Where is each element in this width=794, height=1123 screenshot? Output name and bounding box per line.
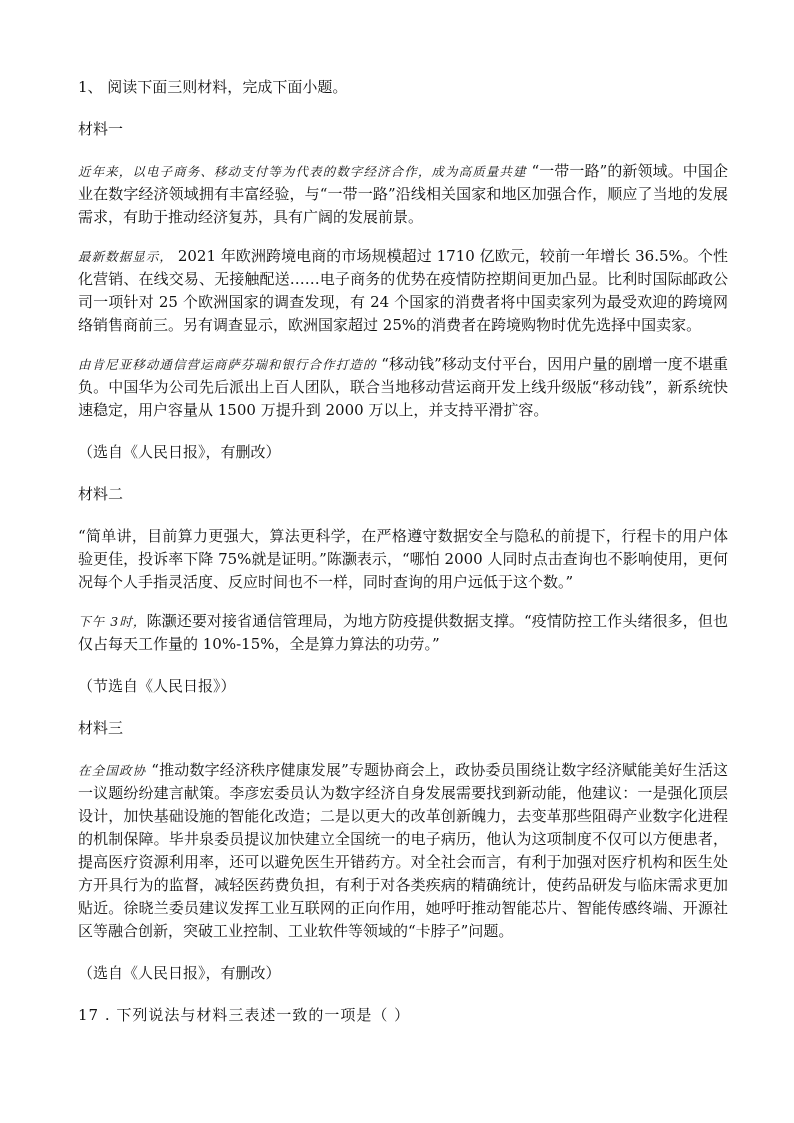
material2-p2-lead: 下午 3时，: [78, 614, 147, 629]
material2-heading: 材料二: [78, 485, 124, 503]
material1-p2-rest: 2021 年欧洲跨境电商的市场规模超过 1710 亿欧元，较前一年增长 36.5%。个性化营销、在线交易、无接触配送……电子商务的优势在疫情防控期间更加凸显。比利时国际邮政公司一项针对 25 个欧洲国家的调查发现，有 24 个国家的消费者将中国卖家列为最受欢迎的跨境网络销售商前三。另有调查显示，欧洲国家超过 25%的消费者在跨境购物时优先选择中国卖家。: [78, 247, 728, 334]
material3-p1-lead: 在全国政协: [78, 763, 147, 778]
material1-p3-lead: 由肯尼亚移动通信营运商萨芬瑞和银行合作打造的: [78, 357, 377, 372]
material3-heading: 材料三: [78, 719, 124, 737]
material3-paragraph-1: [78, 759, 728, 943]
material2-source: （节选自《人民日报》）: [78, 677, 236, 695]
material1-paragraph-2: [78, 245, 728, 337]
material1-paragraph-3: [78, 353, 728, 422]
question-17: 17 . 下列说法与材料三表述一致的一项是（ ）: [78, 1006, 411, 1024]
material1-p1-lead: 近年来，以电子商务、移动支付等为代表的数字经济合作，成为高质量共建: [78, 164, 527, 179]
material2-paragraph-1: “简单讲，目前算力更强大，算法更科学，在严格遵守数据安全与隐私的前提下，行程卡的用户体验更佳，投诉率下降 75%就是证明。”陈灏表示，“哪怕 2000 人同时点击查询也不影响使用，更何况每个人手指灵活度、反应时间也不一样，同时查询的用户远低于这个数。”: [78, 527, 728, 591]
material1-heading: 材料一: [78, 120, 124, 138]
document-body: [78, 76, 728, 1027]
material1-p2-lead: 最新数据显示，: [78, 249, 173, 264]
material3-p1-rest: “推动数字经济秩序健康发展”专题协商会上，政协委员围绕让数字经济赋能美好生活这一议题纷纷建言献策。李彦宏委员认为数字经济自身发展需要找到新动能，他建议：一是强化顶层设计，加快基础设施的智能化改造；二是以更大的改革创新魄力，去变革那些阻碍产业数字化进程的机制保障。毕井泉委员提议加快建立全国统一的电子病历，他认为这项制度不仅可以方便患者，提高医疗资源利用率，还可以避免医生开错药方。对全社会而言，有利于加强对医疗机构和医生处方开具行为的监督，减轻医药费负担，有利于对各类疾病的精确统计，使药品研发与临床需求更加贴近。徐晓兰委员建议发挥工业互联网的正向作用，她呼吁推动智能芯片、智能传感终端、开源社区等融合创新，突破工业控制、工业软件等领域的“卡脖子”问题。: [78, 761, 728, 940]
material3-source: （选自《人民日报》，有删改）: [78, 964, 281, 982]
material1-p3-rest: “移动钱”移动支付平台，因用户量的剧增一度不堪重负。中国华为公司先后派出上百人团队，联合当地移动营运商开发上线升级版“移动钱”，新系统快速稳定，用户容量从 1500 万提升到 2000 万以上，并支持平滑扩容。: [78, 355, 728, 419]
material2-p2-rest: 陈灏还要对接省通信管理局，为地方防疫提供数据支撑。“疫情防控工作头绪很多，但也仅占每天工作量的 10%-15%，全是算力算法的功劳。”: [78, 612, 728, 653]
material1-paragraph-1: [78, 160, 728, 229]
material2-paragraph-2: [78, 610, 728, 656]
material1-p1-rest: “一带一路”的新领域。中国企业在数字经济领域拥有丰富经验，与“一带一路”沿线相关国家和地区加强合作，顺应了当地的发展需求，有助于推动经济复苏，具有广阔的发展前景。: [78, 162, 728, 226]
question-intro: 1、 阅读下面三则材料，完成下面小题。: [78, 78, 348, 96]
material1-source: （选自《人民日报》，有删改）: [78, 443, 281, 461]
